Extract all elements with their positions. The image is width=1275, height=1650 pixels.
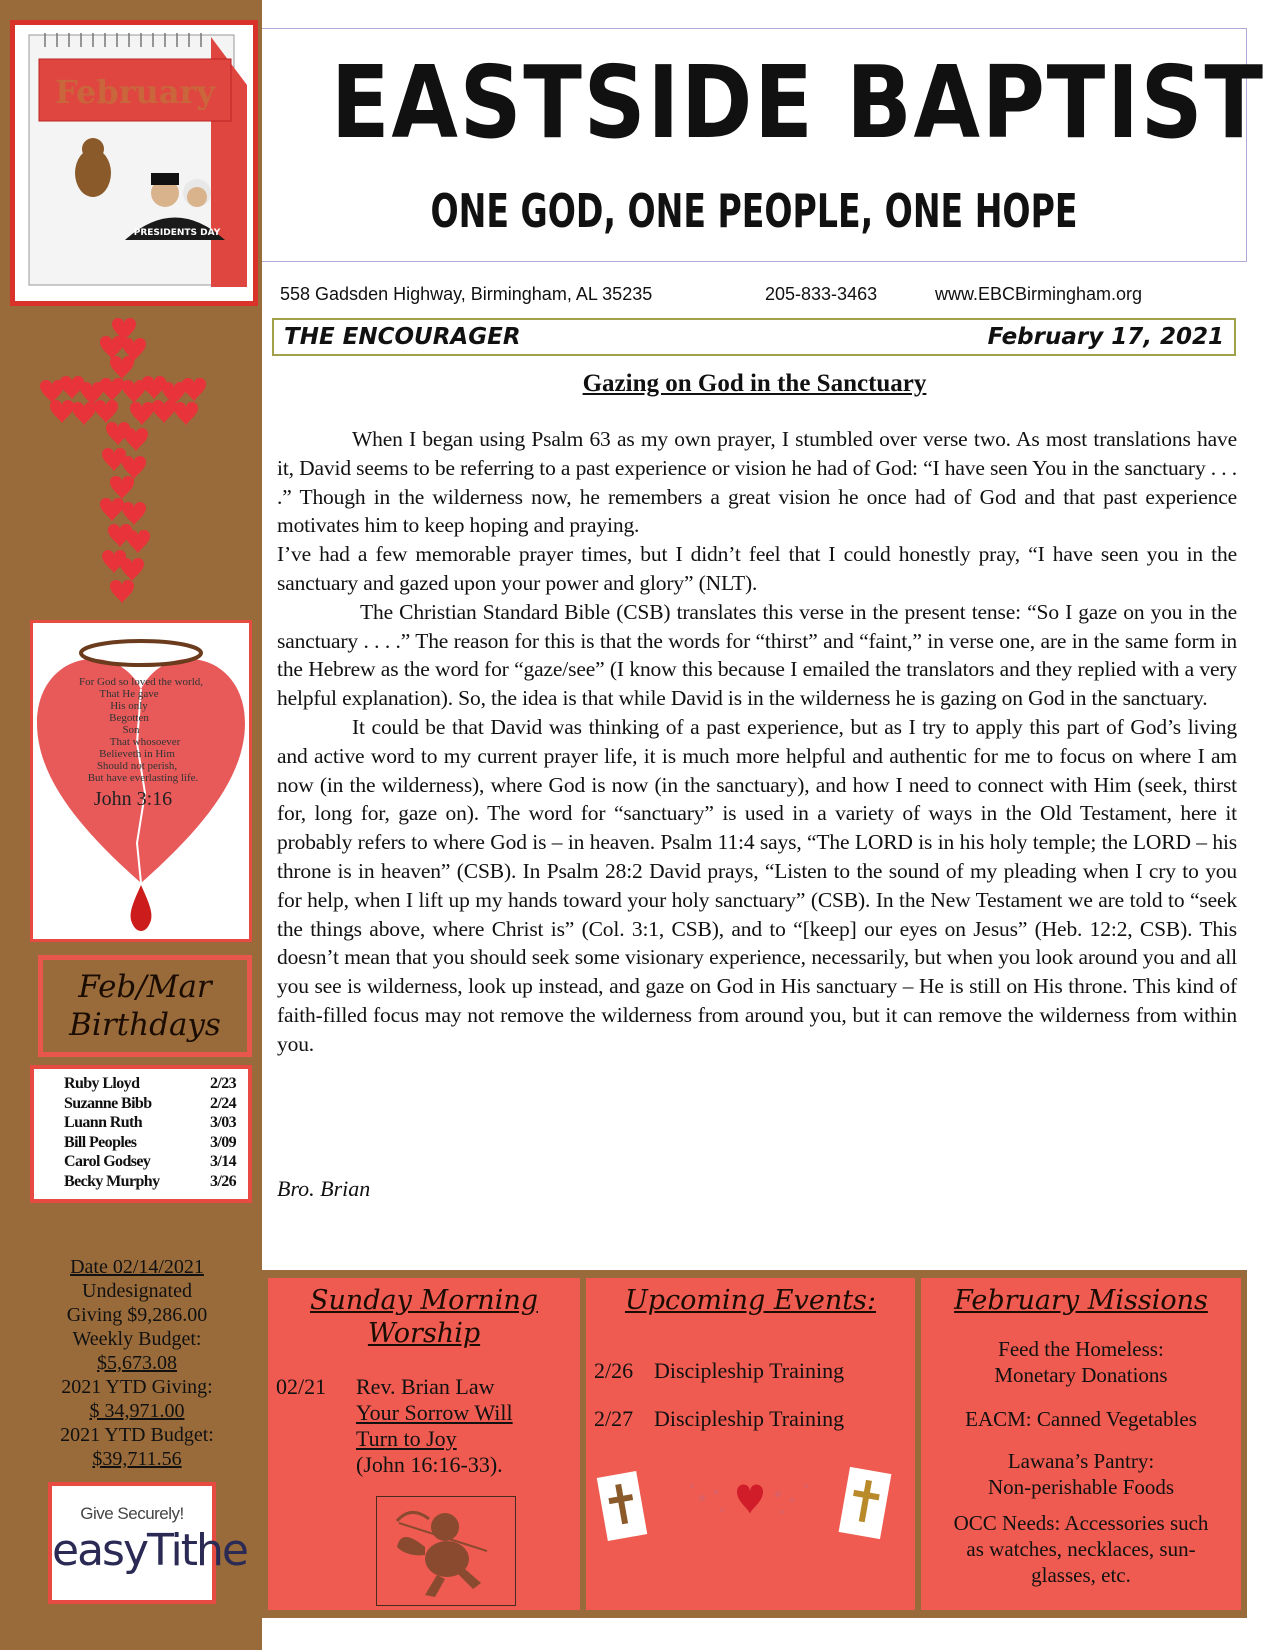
birthdays-heading-line: Feb/Mar — [78, 969, 212, 1005]
giving-line: Giving $9,286.00 — [66, 1304, 208, 1326]
church-tagline: ONE GOD, ONE PEOPLE, ONE HOPE — [430, 184, 1078, 238]
calendar-month: February — [54, 73, 216, 111]
mission-line: Lawana’s Pantry: — [1007, 1449, 1155, 1473]
newsletter-banner — [272, 318, 1236, 356]
sunday-worship-panel — [268, 1278, 580, 1610]
weekly-budget-value: $5,673.08 — [97, 1352, 177, 1374]
giving-line: 2021 YTD Budget: — [60, 1424, 214, 1446]
verse-line: Begotten — [109, 712, 149, 724]
newsletter-name: THE ENCOURAGER — [284, 324, 521, 350]
cupid-graphic — [376, 1496, 516, 1606]
mission-line: Monetary Donations — [994, 1363, 1168, 1387]
article-paragraph: It could be that David was thinking of a past experience, but as I try to apply this part of God’s living and active word to my current prayer life, it is much more helpful and authentic for me to focus on where I am now (in the wilderness), where God is now (in the sanctuary), and how I need to connect with Him (seek, thirst for, long for, gaze on). The word for “sanctuary” is used in a variety of ways in the Old Testament, here it probably refers to where God is – in heaven. Psalm 11:4 says, “The LORD is in his holy temple; the LORD – his throne is in heaven” (CSB). In Psalm 28:2 David prays, “Listen to the sound of my pleading when I cry to you for help, when I lift up my hands toward your holy sanctuary” (CSB). In the New Testament we are told to “seek the things above, where Christ is” (Col. 3:1, CSB), and to “[keep] our eyes on Jesus” (Heb. 12:2, CSB). This doesn’t mean that you should seek some visionary experience, necessarily, but when you look around you and all you see is wilderness, look up instead, and gaze on God in His sanctuary – He is still on His throne. This kind of faith-filled focus may not remove the wilderness from around you, but it can remove the wilderness from within you. — [277, 714, 1237, 1056]
event-item — [594, 1358, 844, 1384]
sermon-title-line: Your Sorrow Will — [356, 1400, 513, 1425]
birthday-name: Bill Peoples — [64, 1133, 137, 1151]
event-date: 2/27 — [594, 1406, 634, 1431]
church-phone[interactable]: 205-833-3463 — [765, 284, 878, 304]
event-date: 2/26 — [594, 1358, 634, 1383]
presidents-day-caption: PRESIDENTS DAY — [133, 228, 221, 238]
calendar-illustration — [15, 25, 253, 301]
sermon-scripture: (John 16:16-33). — [356, 1452, 503, 1477]
verse-line: That He gave — [99, 688, 159, 700]
heart-icon — [33, 623, 249, 939]
birthdays-heading-line: Birthdays — [69, 1007, 221, 1043]
mission-line: glasses, etc. — [1031, 1563, 1131, 1587]
mission-line: Feed the Homeless: — [998, 1337, 1164, 1361]
birthday-date: 3/26 — [209, 1172, 236, 1190]
article-paragraph: When I began using Psalm 63 as my own prayer, I stumbled over verse two. As most translations have it, David seems to be referring to a past experience or vision he had of God: “I have seen You in the sanctuary . . . .” Though in the wilderness now, he remembers a great vision he once had of God and that past experience motivates him to keep hoping and praying. — [277, 427, 1237, 538]
crosses-and-heart-graphic — [592, 1456, 910, 1556]
birthday-entry — [64, 1074, 236, 1094]
birthday-name: Suzanne Bibb — [64, 1094, 152, 1112]
event-item — [594, 1406, 844, 1432]
masthead — [262, 28, 1265, 262]
mission-line: as watches, necklaces, sun- — [966, 1537, 1196, 1561]
sunday-worship-heading-line: Worship — [367, 1318, 481, 1349]
birthday-date: 3/03 — [209, 1114, 236, 1131]
birthday-entry — [64, 1094, 236, 1114]
preacher-name: Rev. Brian Law — [356, 1374, 495, 1399]
article-paragraph: I’ve had a few memorable prayer times, but I didn’t feel that I could honestly pray, “I have seen you in the sanctuary and gazed upon your power and glory” (NLT). — [277, 542, 1237, 595]
give-securely-label: Give Securely! — [80, 1504, 184, 1523]
birthday-date: 3/14 — [209, 1153, 236, 1170]
verse-reference: John 3:16 — [93, 788, 173, 810]
event-name: Discipleship Training — [654, 1358, 845, 1383]
mission-item-pantry — [921, 1448, 1241, 1500]
church-name: EASTSIDE BAPTIST — [330, 44, 1265, 161]
easytithe-button[interactable] — [48, 1482, 247, 1604]
ytd-budget-value: $39,711.56 — [92, 1448, 182, 1470]
birthday-name: Carol Godsey — [64, 1153, 151, 1170]
mission-item-eacm — [921, 1406, 1241, 1432]
easytithe-logo: easyTithe — [52, 1525, 247, 1576]
verse-line: But have everlasting life. — [87, 772, 199, 784]
article-body — [277, 425, 1237, 1059]
birthday-name: Luann Ruth — [64, 1114, 143, 1131]
sunday-worship-heading — [268, 1284, 580, 1350]
mission-item-homeless — [921, 1336, 1241, 1388]
john-3-16-heart-graphic — [30, 620, 252, 942]
birthday-name: Becky Murphy — [64, 1172, 160, 1190]
birthday-date: 3/09 — [209, 1133, 236, 1151]
giving-line: 2021 YTD Giving: — [61, 1376, 213, 1398]
heart-cross-graphic — [30, 318, 220, 618]
mission-line: Non-perishable Foods — [987, 1475, 1175, 1499]
article-signature: Bro. Brian — [277, 1176, 371, 1201]
sidebar — [0, 0, 262, 1650]
verse-line: That whosoever — [109, 736, 181, 748]
cross-icon — [30, 318, 220, 618]
mission-line: EACM: Canned Vegetables — [965, 1407, 1197, 1431]
upcoming-events-heading: Upcoming Events: — [624, 1285, 877, 1316]
church-address: 558 Gadsden Highway, Birmingham, AL 35235 — [280, 284, 653, 304]
february-missions-panel — [921, 1278, 1241, 1610]
cupid-icon — [377, 1497, 514, 1604]
mission-line: OCC Needs: Accessories such — [953, 1511, 1209, 1535]
verse-line: Son — [122, 724, 140, 736]
birthday-entry — [64, 1172, 236, 1192]
contact-bar — [280, 284, 1225, 308]
giving-line: Weekly Budget: — [72, 1328, 202, 1350]
sunday-worship-heading-line: Sunday Morning — [310, 1285, 538, 1316]
birthday-date: 2/24 — [209, 1094, 236, 1112]
upcoming-events-panel — [586, 1278, 915, 1610]
giving-report — [22, 1255, 252, 1471]
sermon-title-line: Turn to Joy — [356, 1426, 457, 1451]
issue-date: February 17, 2021 — [987, 324, 1224, 350]
event-name: Discipleship Training — [654, 1406, 845, 1431]
birthdays-heading-box — [38, 955, 252, 1057]
article-paragraph: The Christian Standard Bible (CSB) translates this verse in the present tense: “So I gaze on you in the sanctuary . . . .” The reason for this is that the words for “thirst” and “faint,” in verse one, are in the same form in the Hebrew as the word for “gaze/see” (I know this because I emailed the translators and they replied with a very helpful explanation). So, the idea is that while David is in the wilderness he is gazing on God in the sanctuary. — [277, 599, 1237, 711]
worship-date: 02/21 — [276, 1374, 327, 1399]
giving-line: Undesignated — [82, 1280, 192, 1302]
birthday-entry — [64, 1113, 236, 1133]
verse-line: Should not perish, — [96, 760, 178, 772]
birthday-name: Ruby Lloyd — [64, 1075, 140, 1092]
bottom-panels — [262, 1270, 1247, 1618]
birthday-date: 2/23 — [209, 1075, 236, 1092]
mission-item-occ — [921, 1510, 1241, 1588]
article-title: Gazing on God in the Sanctuary — [582, 370, 927, 397]
birthday-entry — [64, 1152, 236, 1172]
february-missions-heading: February Missions — [954, 1285, 1208, 1316]
verse-line: His only — [110, 700, 148, 712]
church-website-link[interactable]: www.EBCBirmingham.org — [935, 284, 1143, 304]
ytd-giving-value: $ 34,971.00 — [89, 1400, 185, 1422]
birthdays-heading — [69, 968, 221, 1044]
february-calendar-graphic — [10, 20, 258, 306]
birthdays-list — [30, 1065, 252, 1203]
birthday-entry — [64, 1133, 236, 1153]
verse-line: Believeth in Him — [99, 748, 175, 760]
verse-line: For God so loved the world, — [78, 676, 204, 688]
giving-date: Date 02/14/2021 — [70, 1256, 204, 1278]
